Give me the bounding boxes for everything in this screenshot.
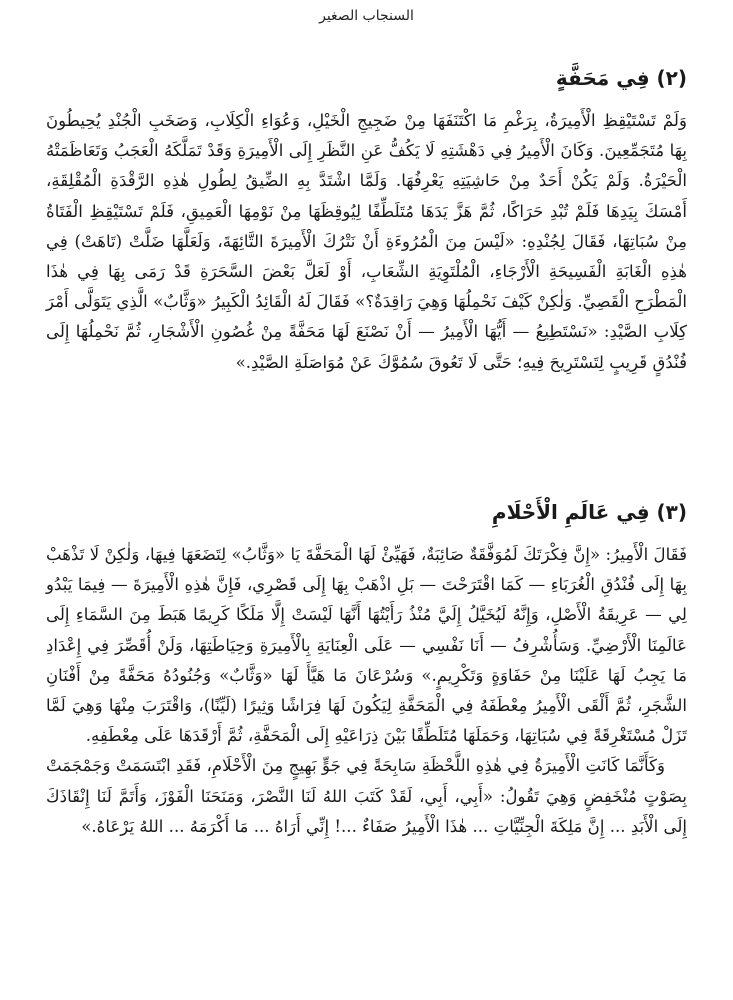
section-world-of-dreams bbox=[46, 498, 687, 842]
paragraph: فَقَالَ الْأَمِيرُ: «إِنَّ فِكْرَتَكَ لَمُوَفَّقَةٌ صَائِبَةٌ، فَهَيِّئْ لَهَا الْمَحَفَّةَ يَا «وَثَّابُ» لِتَضَعَهَا فِيهَا، وَلٰكِنْ لَا تَذْهَبْ بِهَا إِلَى فُنْدُقِ الْغُرَبَاءِ — كَمَا اقْتَرَحْتَ — بَلِ اذْهَبْ بِهَا إِلَى قَصْرِي، فَإِنَّ هٰذِهِ الْأَمِيرَةَ — فِيمَا يَبْدُو لِي — عَرِيقَةُ الْأَصْلِ، وَإِنَّهُ لَيُخَيَّلُ إِلَيَّ مُنْذُ رَأَيْتُهَا أَنَّهَا لَيْسَتْ إِلَّا مَلَكًا كَرِيمًا هَبَطَ مِنَ السَّمَاءِ إِلَى عَالَمِنَا الْأَرْضِيِّ. وَسَأُشْرِفُ — أَنَا نَفْسِي — عَلَى الْعِنَايَةِ بِالْأَمِيرَةِ وَحِيَاطَتِهَا، وَلَنْ أُقَصِّرَ فِي إِعْدَادِ مَا يَجِبُ لَهَا عَلَيْنَا مِنْ حَفَاوَةٍ وَتَكْرِيمٍ.» وَسُرْعَانَ مَا هَيَّأَ لَهَا «وَثَّابٌ» وَجُنُودُهُ مَحَفَّةً مِنْ أَفْنَانِ الشَّجَرِ، ثُمَّ أَلْقَى الْأَمِيرُ مِعْطَفَهُ فِي الْمَحَفَّةِ لِيَكُونَ لَهَا فِرَاشًا وَثِيرًا (لَيِّنًا)، وَاقْتَرَبَ مِنْهَا وَهِيَ لَمَّا تَزَلْ مُسْتَغْرِقَةً فِي سُبَاتِهَا، وَحَمَلَهَا مُتَلَطِّفًا بَيْنَ ذِرَاعَيْهِ إِلَى الْمَحَفَّةِ، ثُمَّ أَرْقَدَهَا عَلَى مِعْطَفِهِ. bbox=[46, 545, 687, 746]
section-heading: (٢) فِي مَحَفَّةٍ bbox=[555, 66, 687, 90]
paragraph: وَكَأَنَّمَا كَانَتِ الْأَمِيرَةُ فِي هٰذِهِ اللَّحْظَةِ سَابِحَةً فِي جَوٍّ بَهِيجٍ مِنَ الْأَحْلَامِ، فَقَدِ ابْتَسَمَتْ وَجَمْجَمَتْ بِصَوْتٍ مُنْخَفِضٍ وَهِيَ تَقُولُ: «أَبِي، أَبِي، لَقَدْ كَتَبَ اللهُ لَنَا النَّصْرَ، وَمَنَحَنَا الْفَوْزَ، وَأَتَمَّ لَنَا إِنْقَاذَكَ إِلَى الْأَبَدِ ... إِنَّ مَلِكَةَ الْجِنِّيَّاتِ ... هٰذَا الْأَمِيرُ صَفَاءٌ ...! إِنِّي أَرَاهُ ... مَا أَكْرَمَهُ ... اللهُ يَرْعَاهُ.» bbox=[46, 756, 687, 836]
section-heading: (٣) فِي عَالَمِ الْأَحْلَامِ bbox=[491, 500, 687, 524]
running-header: السنجاب الصغير bbox=[319, 8, 414, 24]
section-in-a-litter bbox=[46, 64, 687, 378]
paragraph: وَلَمْ تَسْتَيْقِظِ الْأَمِيرَةُ، بِرَغْمِ مَا اكْتَنَفَهَا مِنْ ضَجِيجِ الْخَيْلِ، وَعُوَاءِ الْكِلَابِ، وَصَخَبِ الْجُنْدِ يُحِيطُونَ بِهَا مُتَجَمِّعِينَ. وَكَانَ الْأَمِيرُ فِي دَهْشَتِهِ لَا يَكُفُّ عَنِ النَّظَرِ إِلَى الْأَمِيرَةِ وَقَدْ تَمَلَّكَهُ الْعَجَبُ وَتَعَاظَمَتْهُ الْحَيْرَةُ. وَلَمْ يَكُنْ أَحَدٌ مِنْ حَاشِيَتِهِ يَعْرِفُهَا. وَلَمَّا اشْتَدَّ بِهِ الضِّيقُ لِطُولِ هٰذِهِ الرَّقْدَةِ الْمُقْلِقَةِ، أَمْسَكَ بِيَدِهَا فَلَمْ تُبْدِ حَرَاكًا، ثُمَّ هَزَّ يَدَهَا مُتَلَطِّفًا لِيُوقِظَهَا مِنْ نَوْمِهَا الْعَمِيقِ، فَلَمْ تَسْتَيْقِظِ الْفَتَاةُ مِنْ سُبَاتِهَا، فَقَالَ لِجُنْدِهِ: «لَيْسَ مِنَ الْمُرُوءَةِ أَنْ نَتْرُكَ الْأَمِيرَةَ التَّائِهَةَ، وَلَعَلَّهَا ضَلَّتْ (تَاهَتْ) فِي هٰذِهِ الْغَابَةِ الْفَسِيحَةِ الْأَرْجَاءِ، الْمُلْتَوِيَةِ الشِّعَابِ، أَوْ لَعَلَّ بَعْضَ السَّحَرَةِ قَدْ رَمَى بِهَا فِي هٰذَا الْمَطْرَحِ الْقَصِيِّ. وَلٰكِنْ كَيْفَ نَحْمِلُهَا وَهِيَ رَاقِدَةٌ؟» فَقَالَ لَهُ الْقَائِدُ الْكَبِيرُ «وَثَّابٌ» الَّذِي يَتَوَلَّى أَمْرَ كِلَابِ الصَّيْدِ: «نَسْتَطِيعُ — أَيُّهَا الْأَمِيرُ — أَنْ نَصْنَعَ لَهَا مَحَفَّةً مِنْ غُصُونِ الْأَشْجَارِ، ثُمَّ نَحْمِلُهَا إِلَى فُنْدُقٍ قَرِيبٍ لِتَسْتَرِيحَ فِيهِ؛ حَتَّى لَا تَعُوقَ سُمُوَّكَ عَنْ مُوَاصَلَةِ الصَّيْدِ.» bbox=[46, 111, 687, 372]
